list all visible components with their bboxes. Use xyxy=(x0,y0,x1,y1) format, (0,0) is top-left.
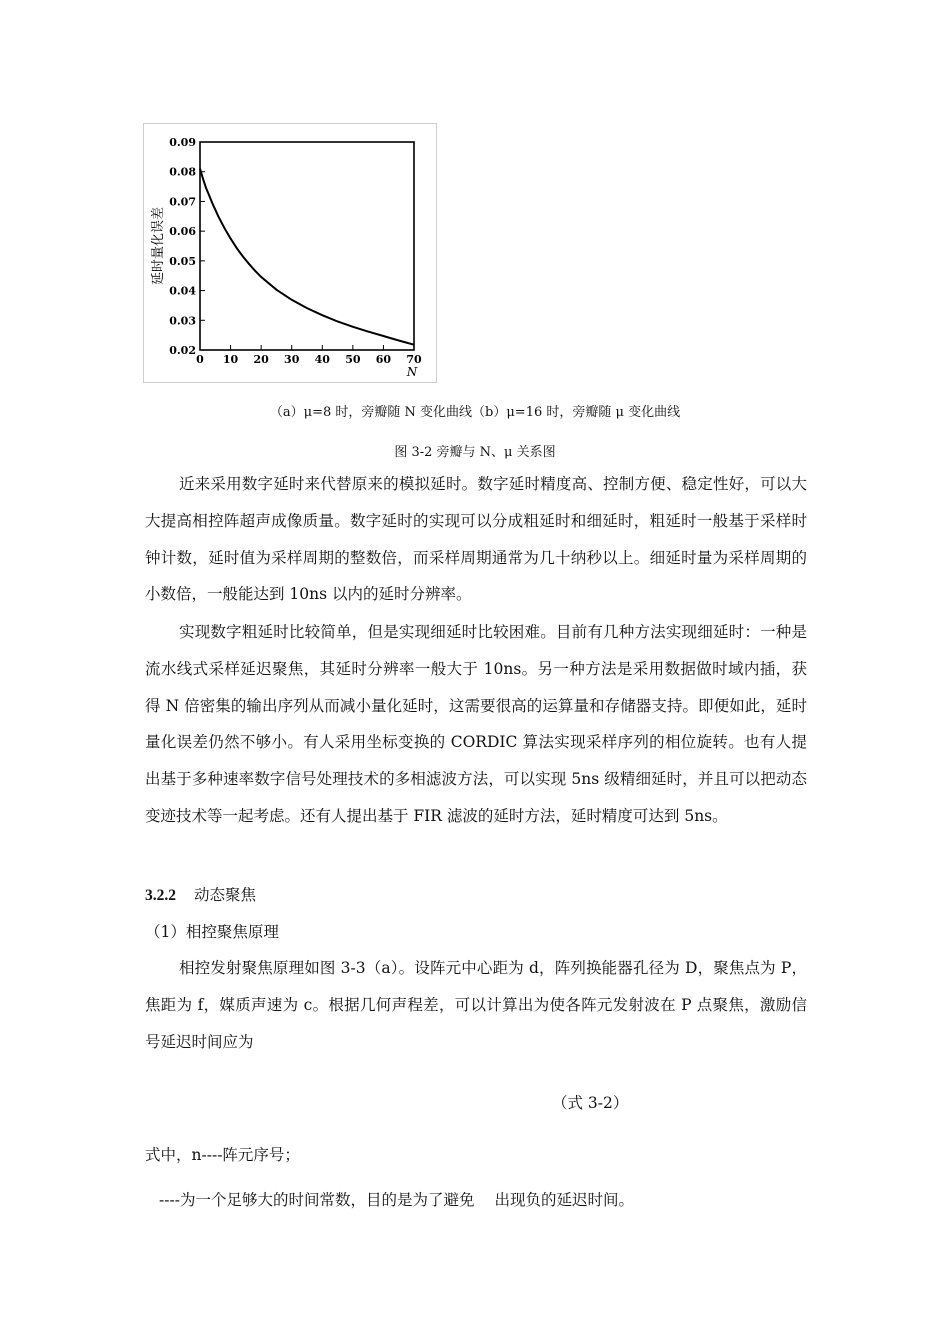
y-tick-label: 0.07 xyxy=(169,195,196,209)
section-heading xyxy=(145,883,256,905)
y-tick-label: 0.03 xyxy=(169,314,196,328)
constant-text-b: 出现负的延迟时间。 xyxy=(494,1191,634,1209)
subsection-heading: （1）相控聚焦原理 xyxy=(145,923,279,941)
x-tick-label: 20 xyxy=(253,353,269,366)
y-tick-label: 0.02 xyxy=(169,344,196,357)
paragraph-digital-delay: 近来采用数字延时来代替原来的模拟延时。数字延时精度高、控制方便、稳定性好，可以大大提高相控阵超声成像质量。数字延时的实现可以分成粗延时和细延时，粗延时一般基于采样时钟计数，延时值为采样周期的整数倍，而采样周期通常为几十纳秒以上。细延时量为采样周期的小数倍，一般能达到 10ns 以内的延时分辨率。 xyxy=(145,475,807,604)
constant-text-a: ----为一个足够大的时间常数，目的是为了避免 xyxy=(159,1191,475,1209)
paragraph-fine-delay: 实现数字粗延时比较简单，但是实现细延时比较困难。目前有几种方法实现细延时：一种是流水线式采样延迟聚焦，其延时分辨率一般大于 10ns。另一种方法是采用数据做时域内插，获得 N 倍密集的输出序列从而减小量化延时，这需要很高的运算量和存储器支持。即便如此，延时量化误差仍然不够小。有人采用坐标变换的 CORDIC 算法实现采样序列的相位旋转。也有人提出基于多种速率数字信号处理技术的多相滤波方法，可以实现 5ns 级精细延时，并且可以把动态变迹技术等一起考虑。还有人提出基于 FIR 滤波的延时方法，延时精度可达到 5ns。 xyxy=(145,623,807,825)
chart-svg xyxy=(144,124,436,382)
y-tick-label: 0.06 xyxy=(169,225,196,239)
x-tick-label: 30 xyxy=(284,353,300,366)
y-tick-label: 0.05 xyxy=(169,254,196,268)
where-line: 式中，n----阵元序号； xyxy=(145,1146,300,1164)
y-tick-label: 0.08 xyxy=(169,165,196,179)
constant-line xyxy=(159,1188,634,1210)
x-tick-label: 70 xyxy=(406,353,422,366)
x-axis-label: N xyxy=(406,365,418,379)
x-tick-label: 10 xyxy=(222,353,239,366)
subfigure-caption: （a）μ=8 时，旁瓣随 N 变化曲线（b）μ=16 时，旁瓣随 μ 变化曲线 xyxy=(269,405,681,420)
paragraph-focus-principle: 相控发射聚焦原理如图 3-3（a）。设阵元中心距为 d，阵列换能器孔径为 D，聚焦点为 P，焦距为 f，媒质声速为 c。根据几何声程差，可以计算出为使各阵元发射波在 P 点聚焦，激励信号延迟时间应为 xyxy=(145,959,807,1051)
x-tick-label: 40 xyxy=(314,353,330,366)
y-tick-label: 0.09 xyxy=(169,136,196,149)
y-axis-label: 延时量化误差 xyxy=(151,206,166,286)
x-tick-label: 50 xyxy=(345,353,361,366)
figure-caption: 图 3-2 旁瓣与 N、μ 关系图 xyxy=(394,445,556,460)
plot-frame xyxy=(200,142,414,350)
x-tick-label: 60 xyxy=(375,353,392,366)
y-tick-label: 0.04 xyxy=(169,284,196,298)
equation-label: （式 3-2） xyxy=(552,1094,629,1112)
x-tick-label: 0 xyxy=(196,353,204,366)
section-title: 动态聚焦 xyxy=(194,886,257,904)
chart-figure xyxy=(143,123,437,383)
series-line xyxy=(200,169,414,345)
section-number: 3.2.2 xyxy=(145,887,176,904)
